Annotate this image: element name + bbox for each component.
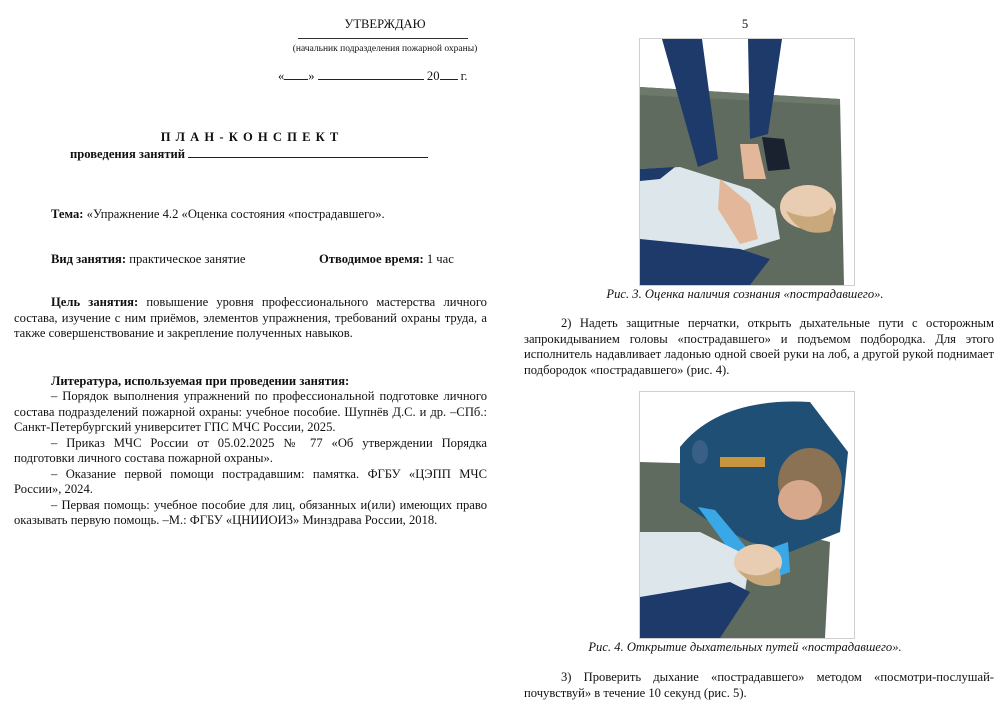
goal-paragraph: Цель занятия: повышение уровня профессионального мастерства личного состава, изучение с ним приёмов, элементов упражнения, требований охраны труда, а также совершенствование и закрепление полученных навыков.	[14, 295, 487, 340]
day-blank	[284, 79, 308, 80]
literature-item: – Оказание первой помощи пострадавшим: памятка. ФГБУ «ЦЭПП МЧС России», 2024.	[14, 466, 487, 496]
figure-3-photo	[639, 38, 855, 286]
approval-date: « » 20 г.	[278, 69, 468, 83]
airway-opening-illustration	[640, 392, 854, 638]
year-blank	[440, 79, 458, 80]
literature-list	[14, 389, 487, 529]
literature-item: – Первая помощь: учебное пособие для лиц, обязанных и(или) имеющих право оказывать первую помощь. –М.: ФГБУ «ЦНИИОИЗ» Минздрава России, 2018.	[14, 497, 487, 527]
right-page	[510, 0, 1000, 719]
literature-item: – Приказ МЧС России от 05.02.2025 № 77 «Об утверждении Порядка подготовки личного состава пожарной охраны».	[14, 435, 487, 465]
page-number: 5	[741, 17, 749, 31]
topic-line: Тема: «Упражнение 4.2 «Оценка состояния «пострадавшего».	[51, 207, 385, 221]
literature-heading: Литература, используемая при проведении занятия:	[51, 374, 350, 388]
literature-item: – Порядок выполнения упражнений по профессиональной подготовке личного состава подразделений пожарной охраны: учебное пособие. Шупнёв Д.С. и др. –СПб.: Санкт-Петербургский университет ГПС МЧС России, 2025.	[14, 389, 487, 434]
signature-line	[298, 38, 468, 39]
figure-4-photo	[639, 391, 855, 639]
signer-caption: (начальник подразделения пожарной охраны)	[292, 44, 478, 54]
approval-title: УТВЕРЖДАЮ	[344, 17, 426, 31]
time-allotted-line: Отводимое время: 1 час	[319, 252, 454, 266]
lesson-blank	[188, 157, 428, 158]
figure-3-caption: Рис. 3. Оценка наличия сознания «пострадавшего».	[606, 287, 884, 301]
lesson-type-line: Вид занятия: практическое занятие	[51, 252, 246, 266]
figure-4-caption: Рис. 4. Открытие дыхательных путей «пострадавшего».	[588, 640, 902, 654]
document-subtitle: проведения занятий	[70, 147, 450, 163]
step-3-paragraph: 3) Проверить дыхание «пострадавшего» методом «посмотри-послушай-почувствуй» в течение 10 секунд (рис. 5).	[524, 670, 994, 700]
consciousness-check-illustration	[640, 39, 854, 285]
step-2-paragraph: 2) Надеть защитные перчатки, открыть дыхательные пути с осторожным запрокидыванием головы «пострадавшего» и подъемом подбородка. Для этого исполнитель надавливает ладонью одной своей руки на лоб, а другой рукой поднимает подбородок «пострадавшего» (рис. 4).	[524, 316, 994, 377]
document-title: П Л А Н - К О Н С П Е К Т	[160, 130, 340, 144]
month-blank	[318, 79, 424, 80]
